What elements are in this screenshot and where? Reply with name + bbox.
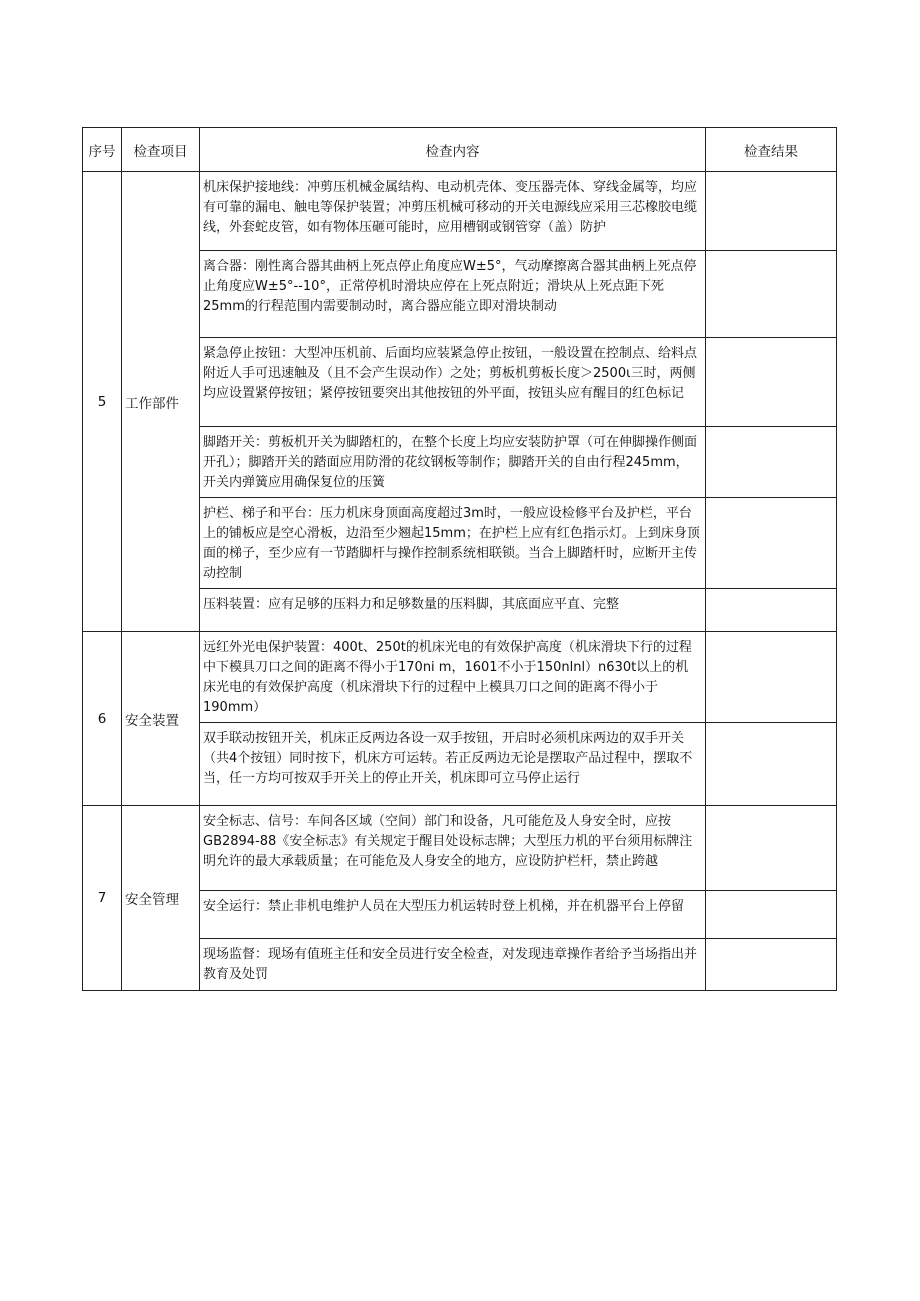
row-result[interactable] [706, 891, 837, 939]
row-content: 离合器：刚性离合器其曲柄上死点停止角度应W±5°，气动摩擦离合器其曲柄上死点停止角度应W±5°--10°，正常停机时滑块应停在上死点附近；滑块从上死点距下死25mm的行程范围内需要制动时，离合器应能立即对滑块制动 [200, 251, 706, 338]
header-row [83, 128, 837, 172]
row-content: 安全标志、信号：车间各区域（空间）部门和设备，凡可能危及人身安全时，应按GB2894-88《安全标志》有关规定于醒目处设标志牌；大型压力机的平台须用标牌注明允许的最大承载质量；在可能危及人身安全的地方，应设防护栏杆，禁止跨越 [200, 806, 706, 891]
row-result[interactable] [706, 806, 837, 891]
group-index: 7 [83, 806, 122, 991]
row-result[interactable] [706, 589, 837, 632]
row-result[interactable] [706, 338, 837, 427]
row-content: 护栏、梯子和平台：压力机床身顶面高度超过3m时，一般应设检修平台及护栏，平台上的铺板应是空心滑板，边沿至少翘起15mm；在护栏上应有红色指示灯。上到床身顶面的梯子，至少应有一节踏脚杆与操作控制系统相联锁。当合上脚踏杆时，应断开主传动控制 [200, 498, 706, 589]
header-content: 检查内容 [200, 128, 706, 172]
row-result[interactable] [706, 939, 837, 991]
header-result: 检查结果 [706, 128, 837, 172]
row-result[interactable] [706, 251, 837, 338]
table-row [83, 172, 837, 251]
row-content: 紧急停止按钮：大型冲压机前、后面均应装紧急停止按钮，一般设置在控制点、给料点附近人手可迅速触及（且不会产生误动作）之处；剪板机剪板长度＞2500ι三时，两侧均应设置紧停按钮；紧停按钮要突出其他按钮的外平面，按钮头应有醒目的红色标记 [200, 338, 706, 427]
table-row [83, 632, 837, 723]
header-item: 检查项目 [122, 128, 200, 172]
group-item: 工作部件 [122, 172, 200, 632]
row-result[interactable] [706, 723, 837, 806]
row-result[interactable] [706, 498, 837, 589]
row-content: 安全运行：禁止非机电维护人员在大型压力机运转时登上机梯，并在机器平台上停留 [200, 891, 706, 939]
row-content: 脚踏开关：剪板机开关为脚踏杠的，在整个长度上均应安装防护罩（可在伸脚操作侧面开孔）；脚踏开关的踏面应用防滑的花纹钢板等制作；脚踏开关的自由行程245mm，开关内弹簧应用确保复位的压簧 [200, 427, 706, 498]
group-index: 6 [83, 632, 122, 806]
row-result[interactable] [706, 172, 837, 251]
row-content: 机床保护接地线：冲剪压机械金属结构、电动机壳体、变压器壳体、穿线金属等，均应有可靠的漏电、触电等保护装置；冲剪压机械可移动的开关电源线应采用三芯橡胶电缆线，外套蛇皮管，如有物体压砸可能时，应用槽钢或钢管穿（盖）防护 [200, 172, 706, 251]
row-content: 现场监督：现场有值班主任和安全员进行安全检查，对发现违章操作者给予当场指出并教育及处罚 [200, 939, 706, 991]
row-content: 远红外光电保护装置：400t、250t的机床光电的有效保护高度（机床滑块下行的过程中下模具刀口之间的距离不得小于170ni m，1601不小于150nlnl）n630t以上的机床光电的有效保护高度（机床滑块下行的过程中上模具刀口之间的距离不得小于190mm） [200, 632, 706, 723]
row-result[interactable] [706, 632, 837, 723]
inspection-table [82, 127, 837, 991]
row-content: 双手联动按钮开关，机床正反两边各设一双手按钮，开启时必须机床两边的双手开关（共4个按钮）同时按下，机床方可运转。若正反两边无论是摆取产品过程中，摆取不当，任一方均可按双手开关上的停止开关，机床即可立马停止运行 [200, 723, 706, 806]
row-content: 压料装置：应有足够的压料力和足够数量的压料脚，其底面应平直、完整 [200, 589, 706, 632]
group-item: 安全管理 [122, 806, 200, 991]
group-index: 5 [83, 172, 122, 632]
header-index: 序号 [83, 128, 122, 172]
table-row [83, 806, 837, 891]
row-result[interactable] [706, 427, 837, 498]
group-item: 安全装置 [122, 632, 200, 806]
